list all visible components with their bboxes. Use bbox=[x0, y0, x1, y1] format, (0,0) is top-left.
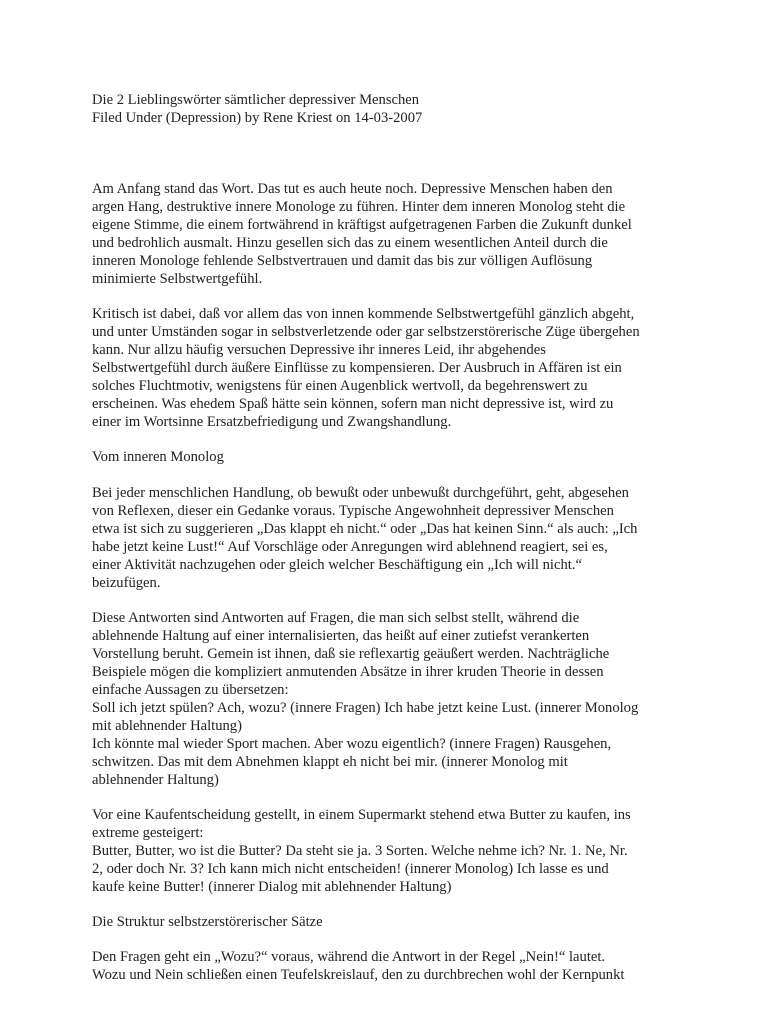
text-line: ablehnender Haltung) bbox=[92, 772, 219, 788]
text-line: von Reflexen, dieser ein Gedanke voraus. Typische Angewohnheit depressiver Menschen bbox=[92, 503, 614, 519]
text-line: solches Fluchtmotiv, wenigstens für einen Augenblick wertvoll, da begehrenswert zu bbox=[92, 378, 588, 394]
text-line: und bedrohlich ausmalt. Hinzu gesellen sich das zu einem wesentlichen Anteil durch die bbox=[92, 235, 608, 251]
section-heading: Die Struktur selbstzerstörerischer Sätze bbox=[92, 914, 323, 930]
text-line: 2, oder doch Nr. 3? Ich kann mich nicht entscheiden! (innerer Monolog) Ich lasse es und bbox=[92, 861, 609, 877]
text-line: Beispiele mögen die kompliziert anmutenden Absätze in ihrer kruden Theorie in dessen bbox=[92, 664, 604, 680]
text-line: Selbstwertgefühl durch äußere Einflüsse zu kompensieren. Der Ausbruch in Affären ist ein bbox=[92, 360, 622, 376]
article-title: Die 2 Lieblingswörter sämtlicher depressiver Menschen bbox=[92, 92, 420, 108]
text-line: einfache Aussagen zu übersetzen: bbox=[92, 682, 289, 698]
text-line: Soll ich jetzt spülen? Ach, wozu? (innere Fragen) Ich habe jetzt keine Lust. (innerer Monolog bbox=[92, 700, 639, 716]
text-line: Den Fragen geht ein „Wozu?“ voraus, während die Antwort in der Regel „Nein!“ lautet. bbox=[92, 949, 606, 965]
text-line: schwitzen. Das mit dem Abnehmen klappt eh nicht bei mir. (innerer Monolog mit bbox=[92, 754, 568, 770]
text-line: Vorstellung beruht. Gemein ist ihnen, daß sie reflexartig geäußert werden. Nachträgliche bbox=[92, 646, 610, 662]
text-line: etwa ist sich zu suggerieren „Das klappt eh nicht.“ oder „Das hat keinen Sinn.“ als auch: „Ich bbox=[92, 521, 638, 537]
text-line: mit ablehnender Haltung) bbox=[92, 718, 242, 734]
text-line: argen Hang, destruktive innere Monologe zu führen. Hinter dem inneren Monolog steht die bbox=[92, 199, 626, 215]
text-line: Bei jeder menschlichen Handlung, ob bewußt oder unbewußt durchgeführt, geht, abgesehen bbox=[92, 485, 629, 501]
text-line: Butter, Butter, wo ist die Butter? Da steht sie ja. 3 Sorten. Welche nehme ich? Nr. 1. Ne, Nr. bbox=[92, 843, 628, 859]
text-line: habe jetzt keine Lust!“ Auf Vorschläge oder Anregungen wird ablehnend reagiert, sei es, bbox=[92, 539, 608, 555]
text-line: extreme gesteigert: bbox=[92, 825, 204, 841]
text-line: ablehnende Haltung auf einer internalisierten, das heißt auf einer zutiefst verankerten bbox=[92, 628, 590, 644]
text-line: kaufe keine Butter! (innerer Dialog mit ablehnender Haltung) bbox=[92, 879, 452, 895]
text-line: kann. Nur allzu häufig versuchen Depressive ihr inneres Leid, ihr abgehendes bbox=[92, 342, 546, 358]
text-line: Wozu und Nein schließen einen Teufelskreislauf, den zu durchbrechen wohl der Kernpunkt bbox=[92, 967, 625, 983]
text-line: beizufügen. bbox=[92, 575, 161, 591]
text-line: eigene Stimme, die einem fortwährend in kräftigst aufgetragenen Farben die Zukunft dunkel bbox=[92, 217, 632, 233]
text-line: einer Aktivität nachzugehen oder gleich welcher Beschäftigung ein „Ich will nicht.“ bbox=[92, 557, 582, 573]
text-line: inneren Monologe fehlende Selbstvertrauen und damit das bis zur völligen Auflösung bbox=[92, 253, 593, 269]
text-line: erscheinen. Was ehedem Spaß hätte sein können, sofern man nicht depressive ist, wird zu bbox=[92, 396, 614, 412]
text-line: minimierte Selbstwertgefühl. bbox=[92, 271, 263, 287]
text-line: Vor eine Kaufentscheidung gestellt, in einem Supermarkt stehend etwa Butter zu kaufen, ins bbox=[92, 807, 631, 823]
article-byline: Filed Under (Depression) by Rene Kriest on 14-03-2007 bbox=[92, 110, 423, 126]
text-line: Kritisch ist dabei, daß vor allem das von innen kommende Selbstwertgefühl gänzlich abgeht, bbox=[92, 306, 635, 322]
text-line: Ich könnte mal wieder Sport machen. Aber wozu eigentlich? (innere Fragen) Rausgehen, bbox=[92, 736, 612, 752]
text-line: Am Anfang stand das Wort. Das tut es auch heute noch. Depressive Menschen haben den bbox=[92, 181, 613, 197]
text-line: und unter Umständen sogar in selbstverletzende oder gar selbstzerstörerische Züge übergehen bbox=[92, 324, 640, 340]
text-line: einer im Wortsinne Ersatzbefriedigung und Zwangshandlung. bbox=[92, 414, 452, 430]
section-heading: Vom inneren Monolog bbox=[92, 449, 224, 465]
text-line: Diese Antworten sind Antworten auf Fragen, die man sich selbst stellt, während die bbox=[92, 610, 580, 626]
